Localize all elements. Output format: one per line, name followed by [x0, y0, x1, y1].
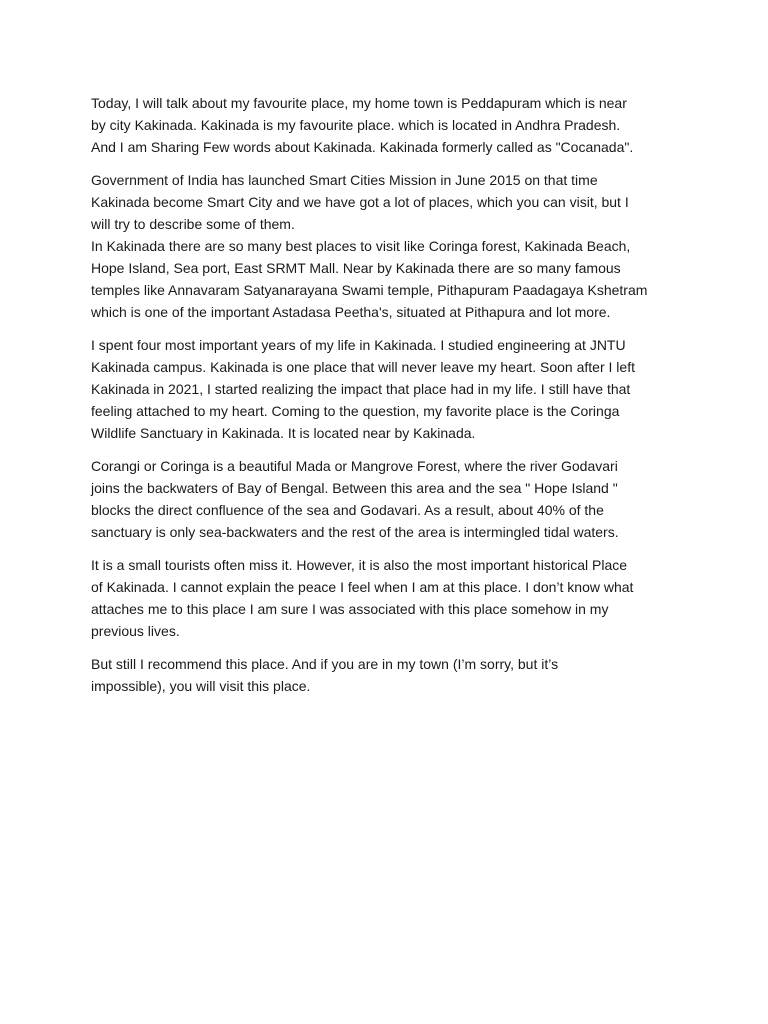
paragraph-recommendation: But still I recommend this place. And if you are in my town (I’m sorry, but it’s impossible), you will visit this place. [91, 656, 559, 694]
paragraph-places: In Kakinada there are so many best places to visit like Coringa forest, Kakinada Beach, Hope Island, Sea port, East SRMT Mall. Near by Kakinada there are so many famous temples like Annavaram Satyanarayana Swami temple, Pithapuram Paadagaya Kshetram which is one of the important Astadasa Peetha's, situated at Pithapura and lot more. [91, 238, 648, 320]
document-body [91, 92, 681, 708]
paragraph-coringa: Corangi or Coringa is a beautiful Mada or Mangrove Forest, where the river Godavari joins the backwaters of Bay of Bengal. Between this area and the sea " Hope Island " blocks the direct confluence of the sea and Godavari. As a result, about 40% of the sanctuary is only sea-backwaters and the rest of the area is intermingled tidal waters. [91, 458, 619, 540]
paragraph-personal: I spent four most important years of my life in Kakinada. I studied engineering at JNTU Kakinada campus. Kakinada is one place that will never leave my heart. Soon after I left Kakinada in 2021, I started realizing the impact that place had in my life. I still have that feeling attached to my heart. Coming to the question, my favorite place is the Coringa Wildlife Sanctuary in Kakinada. It is located near by Kakinada. [91, 337, 635, 441]
paragraph-smart-city: Government of India has launched Smart Cities Mission in June 2015 on that time Kakinada become Smart City and we have got a lot of places, which you can visit, but I will try to describe some of them. [91, 172, 629, 232]
paragraph-history: It is a small tourists often miss it. However, it is also the most important historical Place of Kakinada. I cannot explain the peace I feel when I am at this place. I don’t know what attaches me to this place I am sure I was associated with this place somehow in my previous lives. [91, 557, 634, 639]
paragraph-intro: Today, I will talk about my favourite place, my home town is Peddapuram which is near by city Kakinada. Kakinada is my favourite place. which is located in Andhra Pradesh. And I am Sharing Few words about Kakinada. Kakinada formerly called as "Cocanada". [91, 95, 634, 155]
